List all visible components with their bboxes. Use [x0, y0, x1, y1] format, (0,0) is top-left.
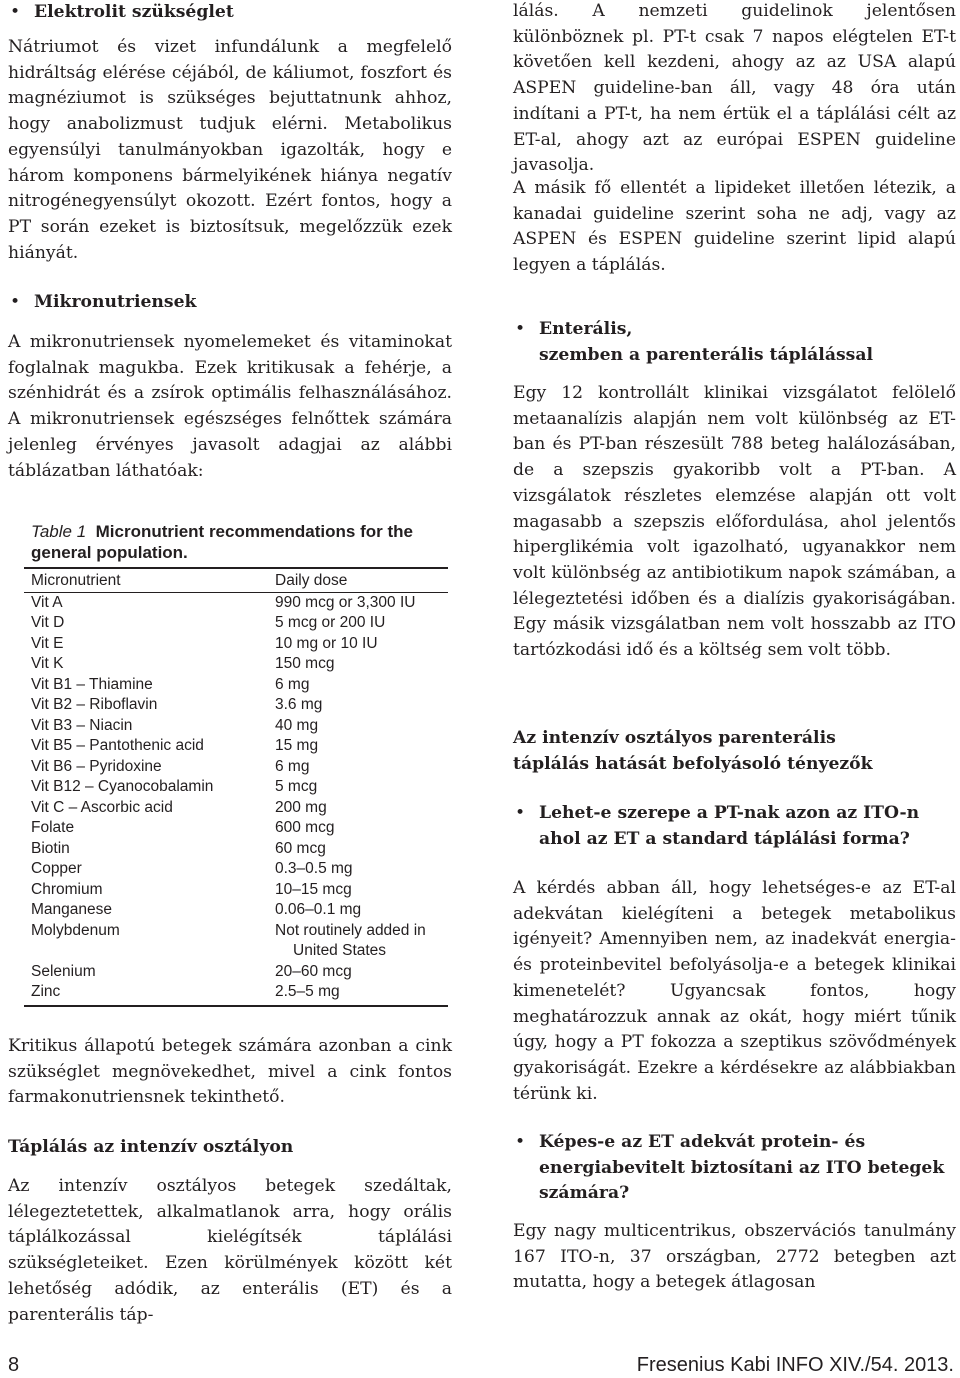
- cell-daily-dose: 150 mcg: [275, 655, 335, 672]
- cell-daily-dose: 5 mcg or 200 IU: [275, 614, 386, 631]
- cell-daily-dose: 3.6 mg: [275, 696, 323, 713]
- table-body: [24, 593, 448, 921]
- table-row: [24, 962, 448, 983]
- paragraph-et-adequacy: Egy nagy multicentrikus, obszervációs tanulmány 167 ITO-n, 37 országban, 2772 betegben azt mutatta, hogy a betegek átlagosan: [513, 1221, 956, 1293]
- question-heading-et-adequacy: • Képes-e az ET adekvát protein- és energiabevitelt biztosítani az ITO betegek számára?: [513, 1130, 956, 1207]
- paragraph-lipids: A másik fő ellentét a lipideket illetően létezik, a kanadai guideline szerint soha ne adj, vagy az ASPEN és ESPEN guideline szerint lipid alapú legyen a táplálás.: [513, 178, 956, 276]
- section-heading-icu-feeding: Táplálás az intenzív osztályon: [8, 1137, 294, 1157]
- table-label: Table 1: [31, 522, 87, 541]
- question-heading-role-of-pt: • Lehet-e szerepe a PT-nak azon az ITO-n ahol az ET a standard táplálási forma?: [513, 801, 956, 852]
- cell-micronutrient: Vit B12 – Cyanocobalamin: [31, 778, 214, 795]
- header-daily-dose: Daily dose: [275, 572, 348, 589]
- micronutrient-table: [24, 521, 448, 1007]
- cell-daily-dose: 10–15 mcg: [275, 880, 352, 898]
- page-number: 8: [8, 1354, 20, 1376]
- table-row: [24, 654, 448, 675]
- table-row: [24, 798, 448, 819]
- table-body-tail: [24, 962, 448, 1003]
- publication-info: Fresenius Kabi INFO XIV./54. 2013.: [636, 1354, 954, 1376]
- cell-daily-dose: 6 mg: [275, 757, 310, 775]
- table-caption: [31, 521, 448, 563]
- cell-micronutrient: Manganese: [31, 901, 113, 918]
- cell-micronutrient: Chromium: [31, 880, 103, 898]
- table-row: [24, 880, 448, 901]
- paragraph-role-of-pt: A kérdés abban áll, hogy lehetséges-e az ET-al adekvátan kielégíteni a betegek metabolikus igényeit? Amennyiben nem, az inadekvát energia- és proteinbevitel befolyásolja-e a betegek klinikai kimenetelét? Ugyancsak fontos, hogy meghatározzuk annak az okát, hogy miért tűnik úgy, hogy a PT fokozza a szeptikus szövődmények gyakoriságát. Ezekre a kérdésekre az alábbiakban térünk ki.: [513, 878, 956, 1104]
- table-row: [24, 900, 448, 921]
- paragraph-micronutrients: A mikronutriensek nyomelemeket és vitaminokat foglalnak magukba. Ezek kritikusak a fehérje, a szénhidrát és a zsírok optimális felhasználásához. A mikronutriensek egészséges felnőttek számára jelenleg érvényes javasolt adagjai az alábbi táblázatban láthatóak:: [8, 332, 452, 481]
- table-row: [24, 736, 448, 757]
- cell-daily-dose: 20–60 mcg: [275, 962, 352, 980]
- cell-micronutrient: Vit B5 – Pantothenic acid: [31, 737, 204, 754]
- table-row: [24, 613, 448, 634]
- table-bottom-rule: [24, 1005, 448, 1007]
- cell-micronutrient: Vit B3 – Niacin: [31, 716, 133, 734]
- section-heading-factors: [513, 726, 873, 777]
- cell-daily-dose: 60 mcg: [275, 839, 326, 857]
- cell-micronutrient: Vit E: [31, 634, 64, 652]
- paragraph-guidelines: lálás. A nemzeti guidelinok jelentősen különböznek pl. PT-t csak 7 napos elégtelen ET-t követően kell kezdeni, ahogy az az USA alapú ASPEN guideline-ban áll, vagy 48 óra után indítani a PT-t, ha nem értük el a táplálási célt az ET-al, ahogy azt az európai ESPEN guideline javasolja.: [513, 1, 956, 176]
- cell-micronutrient: Folate: [31, 819, 75, 836]
- cell-daily-dose: 990 mcg or 3,300 IU: [275, 593, 416, 611]
- section-heading-electrolytes: • Elektrolit szükséglet: [8, 0, 478, 26]
- table-title: Micronutrient recommendations for the general population.: [31, 522, 413, 562]
- cell-daily-dose: [275, 921, 448, 962]
- cell-daily-dose: 0.3–0.5 mg: [275, 860, 353, 877]
- cell-micronutrient: Biotin: [31, 839, 70, 857]
- heading-line2: táplálás hatását befolyásoló tényezők: [513, 753, 873, 774]
- paragraph-icu-feeding: Az intenzív osztályos betegek szedáltak, lélegeztetettek, alkalmatlanok arra, hogy orális táplálkozással kielégítsék táplálási szükségleteiket. Ezen körülmények között két lehetőség adódik, az enterális (ET) és a parenterális táp-: [8, 1176, 452, 1325]
- cell-daily-dose: 5 mcg: [275, 778, 318, 795]
- table-row: [24, 757, 448, 778]
- table-row: [24, 777, 448, 798]
- section-heading-enteral-vs-parenteral: [513, 317, 960, 368]
- cell-micronutrient: Vit D: [31, 614, 65, 631]
- paragraph-electrolytes: Nátriumot és vizet infundálunk a megfelelő hidráltság elérése céjából, de káliumot, foszfort és magnéziumot is szükséges bejuttatnunk ahhoz, hogy anabolizmust tudjuk elérni. Metabolikus egyensúlyi tanulmányokban igazolták, hogy e három komponens bármelyikének hiánya negatív nitrogénegyensúlyt okozott. Ezért fontos, hogy a PT során ezeket is biztosítsuk, megelőzzük ezek hiányát.: [8, 37, 452, 263]
- cell-micronutrient: Molybdenum: [31, 921, 120, 939]
- cell-dose-line1: Not routinely added in: [275, 921, 426, 939]
- cell-micronutrient: Copper: [31, 860, 82, 877]
- table-row: [24, 695, 448, 716]
- cell-micronutrient: Selenium: [31, 962, 96, 980]
- cell-micronutrient: Vit C – Ascorbic acid: [31, 798, 173, 816]
- cell-micronutrient: Vit K: [31, 655, 64, 672]
- table-row: [24, 839, 448, 860]
- cell-micronutrient: Vit B2 – Riboflavin: [31, 696, 158, 713]
- cell-daily-dose: 600 mcg: [275, 819, 335, 836]
- cell-daily-dose: 0.06–0.1 mg: [275, 901, 362, 918]
- table-row: [24, 982, 448, 1003]
- cell-daily-dose: 10 mg or 10 IU: [275, 634, 378, 652]
- table-row: [24, 593, 448, 614]
- cell-micronutrient: Vit B6 – Pyridoxine: [31, 757, 162, 775]
- table-row: [24, 634, 448, 655]
- table-row: [24, 675, 448, 696]
- cell-micronutrient: Zinc: [31, 983, 61, 1000]
- cell-daily-dose: 40 mg: [275, 716, 319, 734]
- table-row: [24, 859, 448, 880]
- table-row: [24, 921, 448, 962]
- cell-daily-dose: 15 mg: [275, 737, 319, 754]
- table-header-row: [24, 569, 448, 593]
- header-micronutrient: Micronutrient: [31, 572, 121, 589]
- cell-micronutrient: Vit A: [31, 593, 63, 611]
- cell-micronutrient: Vit B1 – Thiamine: [31, 675, 153, 693]
- heading-line1: Enterális,: [539, 319, 633, 339]
- table-row: [24, 818, 448, 839]
- cell-dose-line2: United States: [293, 942, 387, 959]
- paragraph-zinc: Kritikus állapotú betegek számára azonban a cink szükséglet megnövekedhet, mivel a cink fontos farmakonutriensnek tekinthető.: [8, 1036, 452, 1108]
- paragraph-metaanalysis: Egy 12 kontrollált klinikai vizsgálatot felölelő metaanalízis alapján nem volt különbség az ET-ban és PT-ban részesült 788 beteg halálozásában, de a szepszis gyakoribb volt a PT-ban. A vizsgálatok részletes elemzése alapján ott volt magasabb a szepszis előfordulása, ahol jelentős hiperglikémia volt igazolható, ugyanakkor nem volt különbség az antibiotikum napok számában, a lélegeztetési időben és a dialízis gyakoriságában. Egy másik vizsgálatban nem volt hosszabb az ITO tartózkodási idő és a költség sem volt több.: [513, 383, 956, 661]
- heading-line1: Az intenzív osztályos parenterális: [513, 728, 836, 748]
- heading-line2: szemben a parenterális táplálással: [539, 344, 873, 365]
- cell-daily-dose: 6 mg: [275, 675, 310, 693]
- section-heading-micronutrients: • Mikronutriensek: [8, 290, 478, 316]
- table-row: [24, 716, 448, 737]
- cell-daily-dose: 200 mg: [275, 798, 327, 816]
- cell-daily-dose: 2.5–5 mg: [275, 983, 340, 1000]
